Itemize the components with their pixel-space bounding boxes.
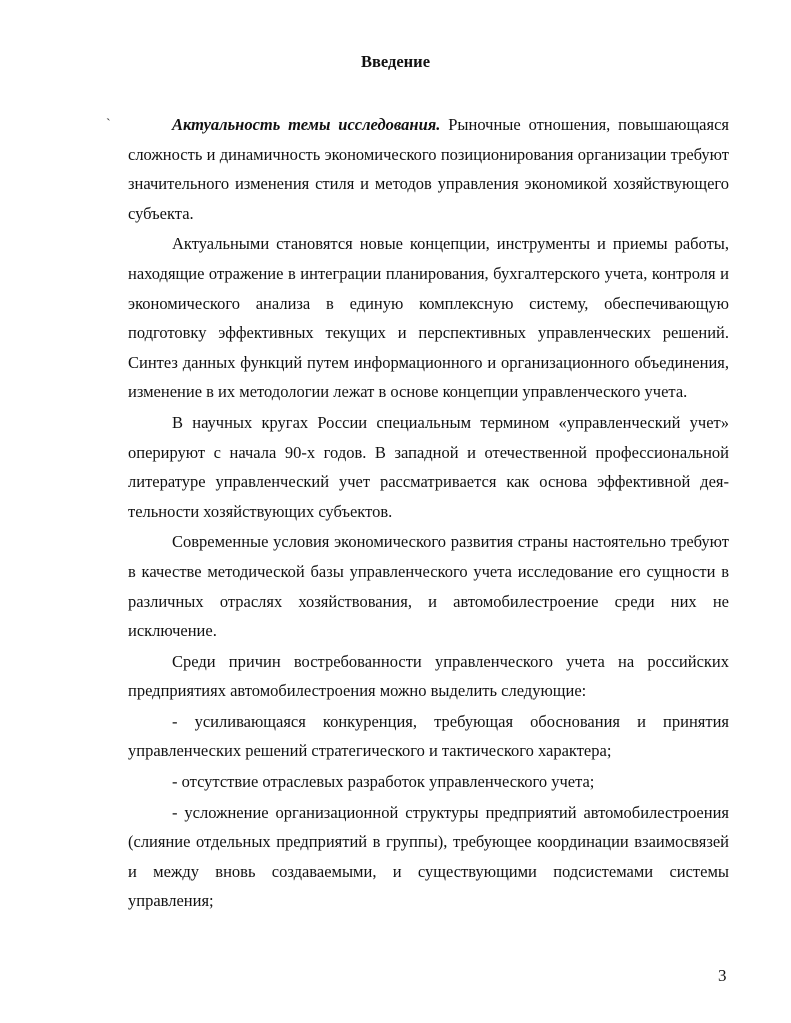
- page-number: 3: [718, 966, 727, 985]
- paragraph: Актуальными становятся новые концепции, инструменты и приемы работы, находящие отражение в интеграции планирования, бухгалтерского учета, контроля и экономического анализа в единую комплексную систему, обеспечивающую подготовку эффективных текущих и перспективных управленческих решений. Синтез данных функций путем информационного и организационного объединения, изменение в их методологии лежат в основе концепции управленческого учета.: [128, 234, 729, 402]
- body-text: [128, 110, 729, 917]
- paragraph: Современные условия экономического развития страны настоятельно требуют в качестве методической базы управленческого учета исследование его сущности в различных отраслях хозяйствования, и автомобилестроение среди них не исключение.: [128, 532, 729, 641]
- stray-mark: `: [106, 117, 111, 132]
- list-item: - отсутствие отраслевых разработок управленческого учета;: [172, 772, 595, 792]
- page-title: Введение: [360, 52, 431, 71]
- list-item: - усложнение организационной структуры предприятий автомобилестроения (слияние отдельных предприятий в группы), требующее координации взаимосвязей и между вновь создаваемыми, и существующими подсистемами системы управления;: [128, 802, 729, 911]
- paragraph-text: Рыночные отношения, повышающаяся сложность и динамичность экономического позиционирования организации требуют значительного изменения стиля и методов управления экономикой хозяйствующего субъекта.: [128, 115, 730, 223]
- paragraph: В научных кругах России специальным термином «управленческий учет» оперируют с начала 90-х годов. В западной и отечественной профессиональной литературе управленческий учет рассматривается как основа эффективной деятельности хозяйствующих субъектов.: [128, 412, 729, 521]
- list-item: - усиливающаяся конкуренция, требующая обоснования и принятия управленческих решений стратегического и тактического характера;: [128, 711, 729, 761]
- paragraph-relevance: [128, 110, 729, 228]
- paragraph-lead: Актуальность темы исследования.: [172, 115, 441, 134]
- paragraph: Среди причин востребованности управленческого учета на российских предприятиях автомобилестроения можно выделить следующие:: [128, 651, 729, 701]
